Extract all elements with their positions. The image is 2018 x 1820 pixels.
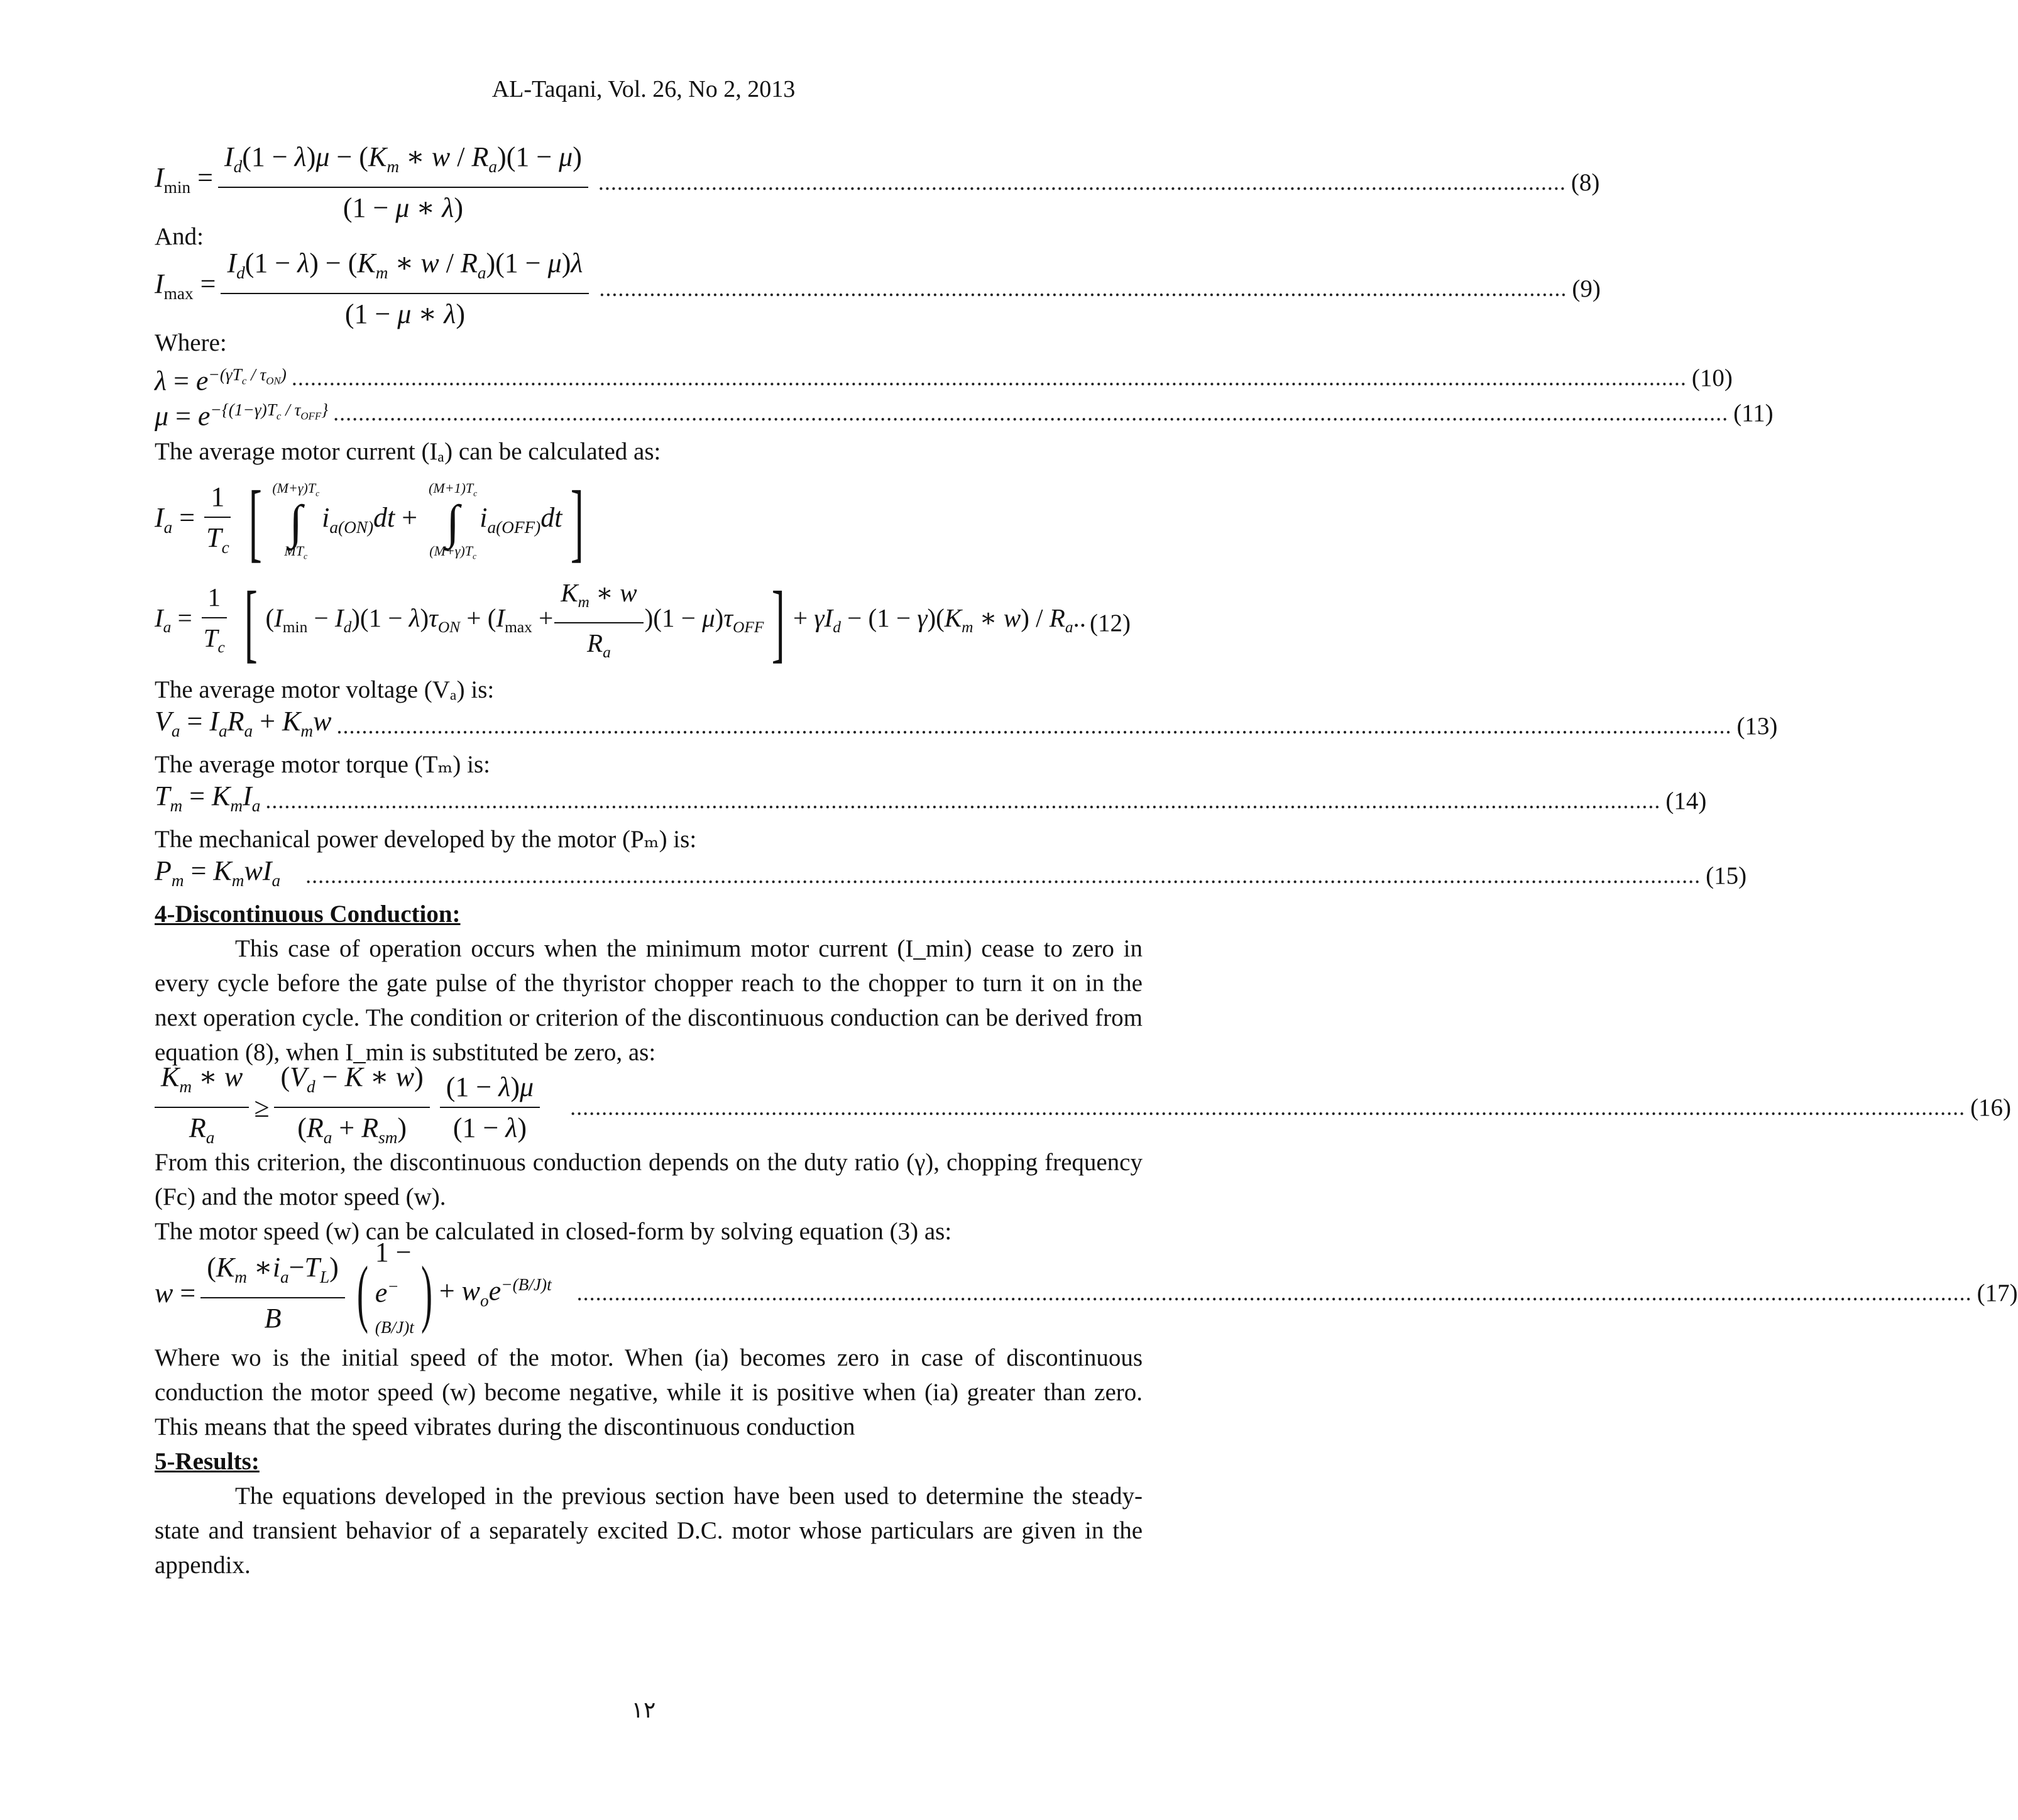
equation-17: w = $\frac{(K_m ∗i_a-T_L)}{B}$ ( $1 - e^{-(B/J)t}$ ) + $w_oe^{-(B/J)t}$ .............................................................................................................................................................................................................................. (17) <box>155 1236 2018 1337</box>
equation-11: $\mu = e^{-\{(1-\gamma)T_c / \tau_{OFF}\}}$ .............................................................................................................................................................................................................................. (11) <box>155 395 1143 430</box>
paragraph: Where wo is the initial speed of the motor. When (ia) becomes zero in case of discontinuous conduction the motor speed (w) become negative, while it is positive when (ia) greater than zero. This means that the speed vibrates during the discontinuous conduction <box>155 1344 1143 1440</box>
running-header: AL-Taqani, Vol. 26, No 2, 2013 <box>491 76 796 102</box>
leader-dots: .............................................................................................................................................................................................................................. <box>291 365 1687 390</box>
equation-number: (9) <box>1572 275 1601 302</box>
equation-9: $I_{max}$ = $\frac{I_d(1 - \lambda) - (K_m ∗ w / R_a)(1 - \mu)\lambda}{(1 - \mu ∗ \lambda)}$ .......................................................................................................................................................... (9) <box>155 254 1143 323</box>
paragraph: This case of operation occurs when the minimum motor current (I_min) cease to zero in every cycle before the gate pulse of the thyristor chopper reach to the chopper to turn it on in the next operation cycle. The condition or criterion of the discontinuous conduction can be derived from equation (8), when I_min is substituted be zero, as: <box>155 935 1143 1066</box>
equation-10: $\lambda = e^{-(\gamma T_c / \tau_{ON})}$ .............................................................................................................................................................................................................................. (10) <box>155 360 1143 395</box>
leader-dots: .......................................................................................................................................................... <box>599 275 1567 301</box>
leader-dots: .............................................................................................................................................................................................................................. <box>333 400 1729 425</box>
fraction: $\frac{(K_m ∗i_a-T_L)}{B}$ <box>200 1250 345 1335</box>
equation-15: $P_m = K_mwI_a$ .............................................................................................................................................................................................................................. (15) <box>155 857 1143 894</box>
leader-dots: .............................................................................................................................................................................................................................. <box>576 1280 1972 1305</box>
leader-dots: .............................................................................................................................................................................................................................. <box>305 862 1701 888</box>
fraction: $\frac{1}{T_c}$ <box>200 480 236 565</box>
fraction: $\frac{I_d(1 - \lambda) - (K_m ∗ w / R_a)(1 - \mu)\lambda}{(1 - \mu ∗ \lambda)}$ <box>221 246 589 331</box>
paragraph: The equations developed in the previous section have been used to determine the steady-state and transient behavior of a separately excited D.C. motor whose particulars are given in the appendix. <box>155 1483 1143 1579</box>
text-avg-current-label: The average motor current (Iₐ) can be calculated as: <box>155 438 661 465</box>
fraction: $\frac{1}{T_c}$ <box>197 580 231 665</box>
equation-13: $V_a = I_aR_a + K_mw$ .............................................................................................................................................................................................................................. (13) <box>155 707 1143 745</box>
equation-number: (10) <box>1691 364 1733 392</box>
leader-dots: .............................................................................................................................................................................................................................. <box>265 787 1661 813</box>
text-where: Where: <box>155 329 227 356</box>
equation-12: $I_a$ = $\frac{1}{T_c}$ [ $(I_{min} - I_d)(1 - \lambda)\tau_{ON} + (I_{max}$ + $\frac{K_m ∗ w}{R_a}$ )$(1 - \mu)\tau_{OFF}$ ] + $\gamma I_d - (1 - \gamma)(K_m$ ∗ $w) / R_a$.. (12) <box>155 574 1131 671</box>
text-avg-torque-label: The average motor torque (Tₘ) is: <box>155 751 490 778</box>
section-heading-5: 5-Results: <box>155 1448 260 1475</box>
text-avg-voltage-label: The average motor voltage (Vₐ) is: <box>155 676 495 703</box>
equation-number: (14) <box>1665 787 1707 814</box>
equation-number: (13) <box>1736 712 1778 740</box>
fraction: $\frac{K_m ∗ w}{R_a}$ <box>554 576 643 670</box>
equation-number: (12) <box>1090 609 1131 637</box>
equation-number: (17) <box>1977 1279 2018 1307</box>
text-mech-power-label: The mechanical power developed by the motor (Pₘ) is: <box>155 826 697 853</box>
text-avg-current <box>155 434 1143 469</box>
leader-dots: .............................................................................................................................................................................................................................. <box>570 1094 1966 1120</box>
equation-14: $T_m = K_mI_a$ .............................................................................................................................................................................................................................. (14) <box>155 782 1143 820</box>
page-content <box>155 141 2018 1582</box>
text-avg-voltage <box>155 672 1143 707</box>
paragraph: The motor speed (w) can be calculated in closed-form by solving equation (3) as: <box>155 1218 952 1245</box>
fraction: $\frac{I_d(1 - \lambda)\mu - (K_m ∗ w / R_a)(1 - \mu)}{(1 - \mu ∗ \lambda)}$ <box>218 140 588 225</box>
leader-dots: .......................................................................................................................................................... <box>598 169 1566 195</box>
equation-8: $I_{min}$ = $\frac{I_d(1 - \lambda)\mu - (K_m ∗ w / R_a)(1 - \mu)}{(1 - \mu ∗ \lambda)}$ .......................................................................................................................................................... (8) <box>155 148 1143 217</box>
text-avg-torque <box>155 747 1143 782</box>
equation-average-current-integral: $I_a$ = $\frac{1}{T_c}$ [ $(M+\gamma)T_c$ ∫ $MT_c$ $i_{a(ON)}dt$ + $(M+1)T_c$ ∫ $(M+\gamma)T_c$ $i_{a(OFF)}dt$ ] <box>155 473 584 571</box>
integral: $(M+\gamma)T_c$ ∫ $MT_c$ <box>272 480 320 561</box>
text-and: And: <box>155 223 204 250</box>
equation-number: (11) <box>1733 399 1774 427</box>
leader-dots: .............................................................................................................................................................................................................................. <box>336 713 1732 738</box>
fraction: $\frac{K_m ∗ w}{R_a}$ <box>155 1060 249 1155</box>
equation-number: (8) <box>1571 168 1600 196</box>
integral: $(M+1)T_c$ ∫ $(M+\gamma)T_c$ <box>429 480 478 561</box>
paragraph: From this criterion, the discontinuous conduction depends on the duty ratio (γ), chopping frequency (Fc) and the motor speed (w). <box>155 1149 1143 1210</box>
text-mech-power <box>155 822 1143 857</box>
equation-16: $\frac{K_m ∗ w}{R_a}$ ≥ $\frac{(V_d - K ∗ w)}{(R_a + R_{sm})}$ $\frac{(1 - \lambda)\mu}{(1 - \lambda)}$ .............................................................................................................................................................................................................................. (16) <box>155 1070 1143 1145</box>
equation-number: (15) <box>1706 862 1747 889</box>
page-number: ١٢ <box>631 1697 656 1723</box>
equation-number: (16) <box>1970 1094 2012 1121</box>
fraction: $\frac{(1 - \lambda)\mu}{(1 - \lambda)}$ <box>440 1070 540 1145</box>
section-heading-4: 4-Discontinuous Conduction: <box>155 901 461 928</box>
fraction: $\frac{(V_d - K ∗ w)}{(R_a + R_{sm})}$ <box>274 1060 429 1155</box>
